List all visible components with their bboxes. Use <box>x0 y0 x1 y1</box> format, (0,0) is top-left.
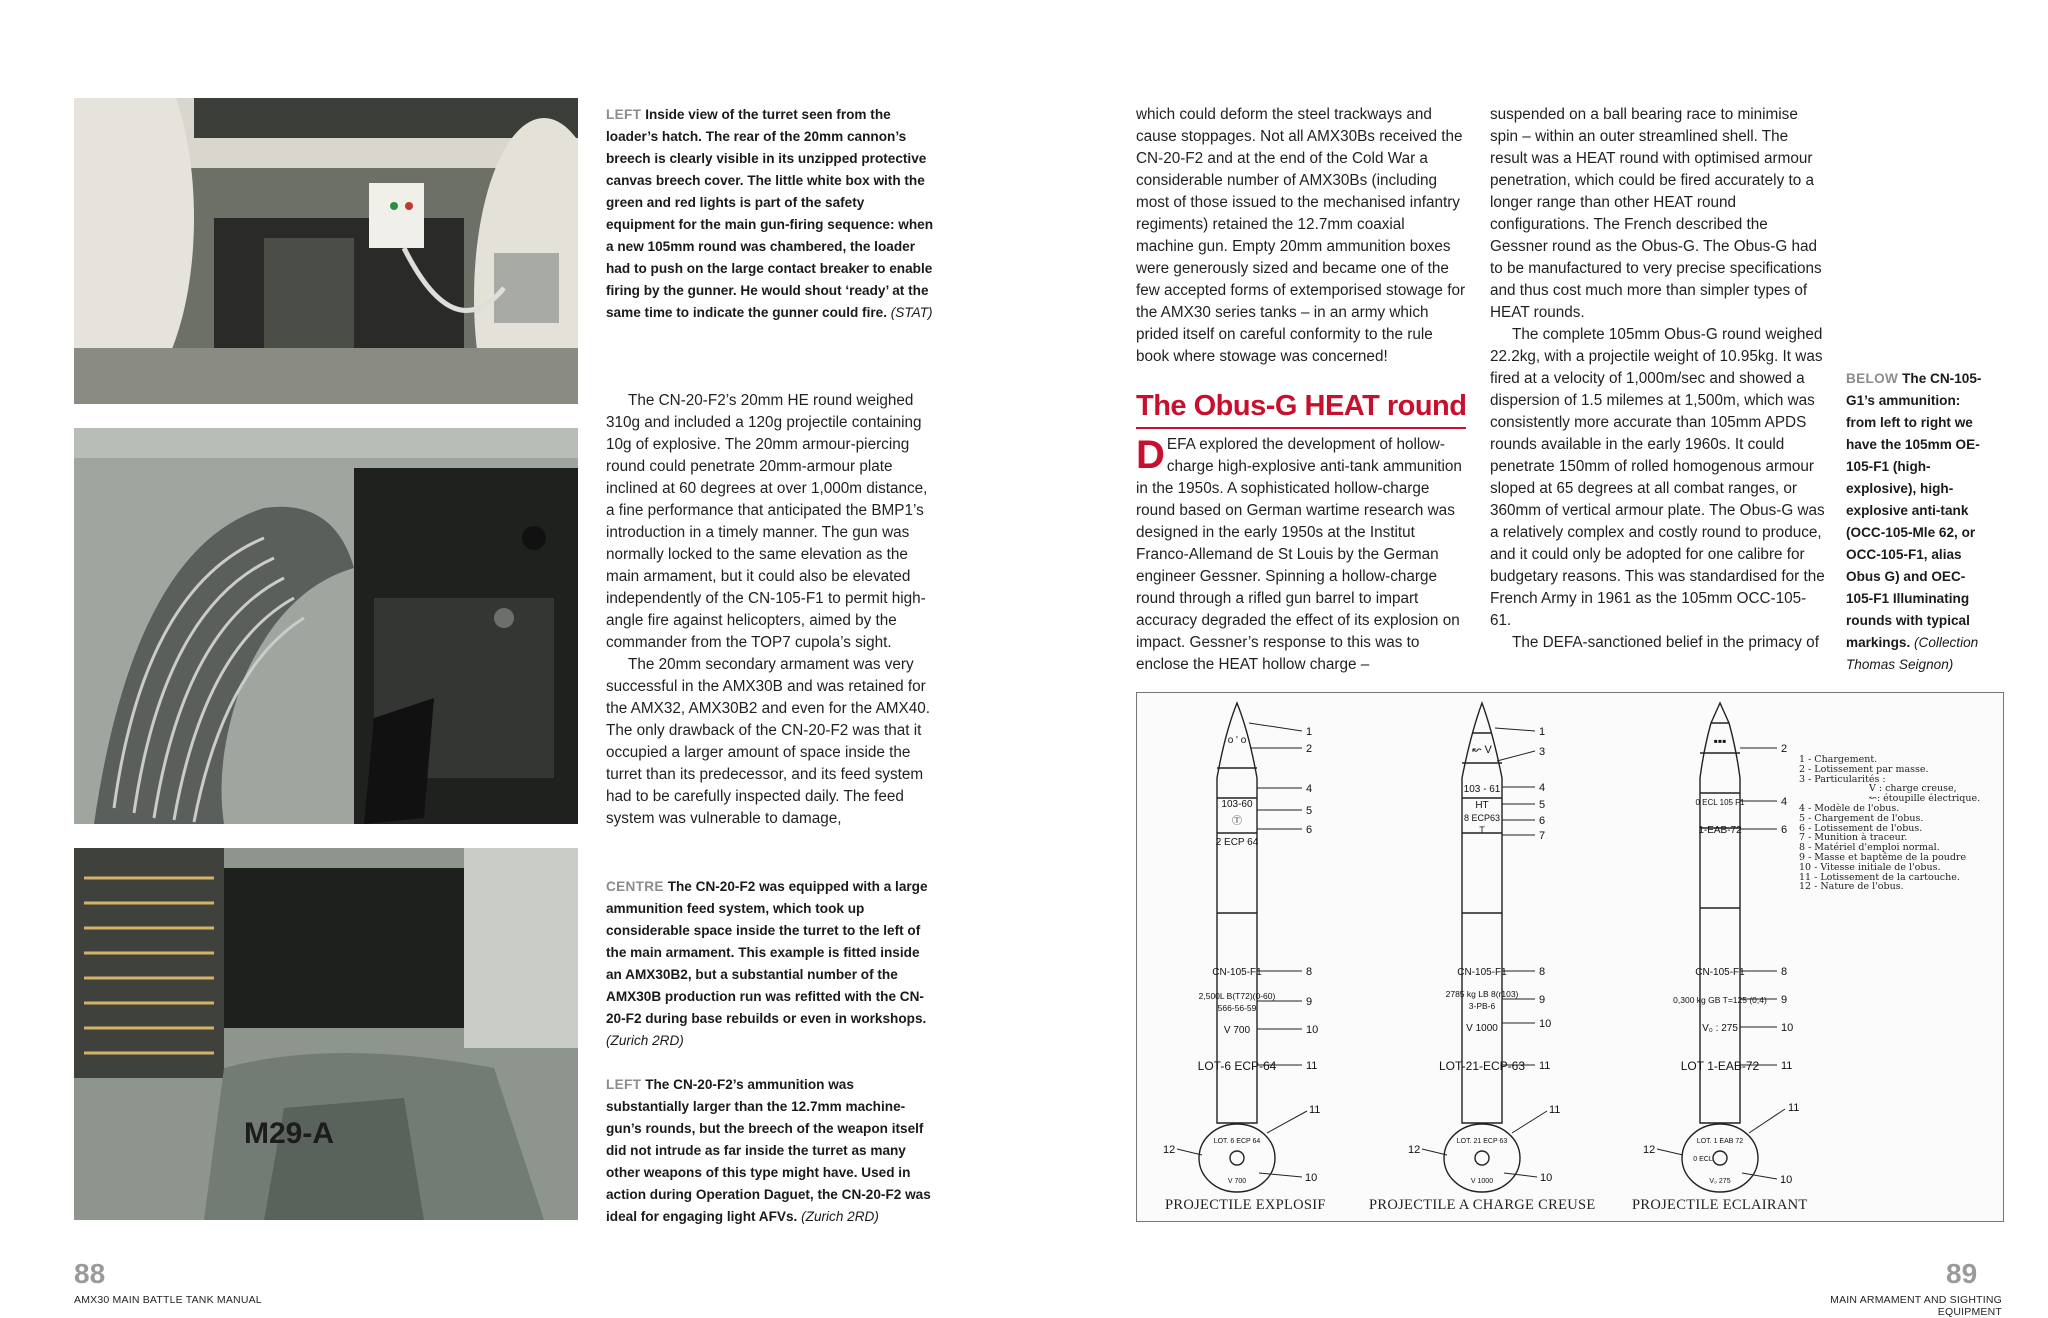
legend-item: 4 - Modèle de l'obus. <box>1799 802 1900 814</box>
callout-number: 4 <box>1306 783 1313 795</box>
shell1-velocity: V 700 <box>1223 1025 1251 1036</box>
caption-text: Inside view of the turret seen from the loader’s hatch. The rear of the 20mm cannon’s breech is clearly visible in its unzipped protective canvas breech cover. The little white box with the green and red lights is part of the safety equipment for the main gun-firing sequence: when a new 105mm round was chambered, the loader had to push on the large contact breaker to enable firing by the gunner. He would shout ‘ready’ at the same time to indicate the gunner could fire. <box>606 107 934 320</box>
body-column-left <box>606 390 936 830</box>
caption-credit: (Zurich 2RD) <box>606 1033 684 1048</box>
legend-item: V : charge creuse, <box>1869 783 1957 795</box>
section-heading: The Obus-G HEAT round <box>1136 390 1467 422</box>
body-paragraph: The CN-20-F2’s 20mm HE round weighed 310g and included a 120g projectile containing 10g of explosive. The 20mm armour-piercing round could penetrate 20mm-armour plate inclined at 60 degrees at over 1,000m distance, a fine performance that anticipated the BMP1’s introduction in a timely manner. The gun was normally locked to the same elevation as the main armament, but it could also be elevated independently of the CN-105-F1 to permit high-angle fire against helicopters, aimed by the commander from the TOP7 cupola’s sight. <box>606 392 928 651</box>
callout-number: 11 <box>1309 1104 1321 1116</box>
callout-number: 9 <box>1539 994 1546 1006</box>
caption-text: The CN-20-F2’s ammunition was substantially larger than the 12.7mm machine-gun’s rounds, but the breech of the weapon itself did not intrude as far inside the turret as many other weapons of this type might have. Used in action during Operation Daguet, the CN-20-F2 was ideal for engaging light AFVs. <box>606 1077 931 1224</box>
callout-number: 7 <box>1539 830 1546 842</box>
projectile-title-explosif: PROJECTILE EXPLOSIF <box>1165 1197 1326 1213</box>
shell2-cartridge-lot: LOT-21-ECP-63 <box>1438 1059 1526 1073</box>
cn20-ammunition-photo <box>74 848 578 1220</box>
shell1-base-top: LOT. 6 ECP 64 <box>1213 1138 1261 1145</box>
shell2-powder: 2785 kg LB 8(r103) <box>1445 989 1519 999</box>
caption-label: LEFT <box>606 1077 642 1092</box>
shell3-base-mid: 0 ECL <box>1693 1156 1713 1163</box>
caption-credit: (Zurich 2RD) <box>801 1209 879 1224</box>
callout-number: 11 <box>1539 1060 1551 1072</box>
shell1-powder: 2,500L B(T72)(0-60) <box>1198 991 1276 1001</box>
callout-number: 10 <box>1540 1172 1553 1184</box>
callout-number: 2 <box>1781 743 1788 755</box>
callout-number: 10 <box>1780 1174 1793 1186</box>
callout-number: 6 <box>1781 824 1788 836</box>
callout-number: 3 <box>1539 746 1546 758</box>
callout-number: 6 <box>1306 824 1313 836</box>
drop-cap: D <box>1136 433 1165 477</box>
page-number-left: 88 <box>74 1258 106 1289</box>
turret-interior-photo <box>74 98 578 404</box>
shell3-materiel: CN-105-F1 <box>1695 967 1745 978</box>
legend-item: ↜: étoupille électrique. <box>1869 793 1981 805</box>
callout-number: 12 <box>1643 1144 1656 1156</box>
shell3-marks: ▪▪▪ <box>1713 734 1727 748</box>
body-column-right-2 <box>1490 104 1826 654</box>
caption-credit: (Collection Thomas Seignon) <box>1846 635 1979 672</box>
shell3-base-top: LOT. 1 EAB 72 <box>1696 1138 1744 1145</box>
legend-item: 7 - Munition à traceur. <box>1799 832 1908 844</box>
legend-item: 9 - Masse et baptême de la poudre <box>1799 851 1967 863</box>
callout-number: 1 <box>1306 726 1313 738</box>
callout-number: 4 <box>1781 796 1788 808</box>
caption-turret <box>606 104 936 324</box>
shell1-model: 103-60 <box>1221 799 1253 810</box>
shell2-base-bottom: V 1000 <box>1470 1178 1494 1185</box>
callout-number: 5 <box>1539 799 1546 811</box>
legend-item: 6 - Lotissement de l'obus. <box>1799 822 1923 834</box>
callout-number: 6 <box>1539 815 1546 827</box>
heading-rule <box>1136 427 1466 429</box>
caption-feed-system <box>606 876 936 1052</box>
shell3-model: 0 ECL 105 F1 <box>1695 798 1745 807</box>
shell1-cartridge-lot: LOT-6 ECP-64 <box>1197 1059 1277 1073</box>
shell3-velocity: V₀ : 275 <box>1702 1023 1738 1034</box>
body-paragraph: which could deform the steel trackways and cause stoppages. Not all AMX30Bs received the CN-20-F2 and at the end of the Cold War a considerable number of AMX30Bs (including most of those issued to the mechanised infantry regiments) retained the 12.7mm coaxial machine gun. Empty 20mm ammunition boxes were generously sized and became one of the few accepted forms of extemporised stowage for the AMX30 series tanks – in an army which prided itself on careful conformity to the rule book where stowage was concerned! <box>1136 106 1466 365</box>
caption-ammunition <box>606 1074 936 1228</box>
shell2-lot: 8 ECP63 <box>1463 813 1501 823</box>
ammunition-diagram <box>1136 692 2004 1222</box>
body-paragraph: The DEFA-sanctioned belief in the primacy of <box>1512 634 1819 651</box>
shell1-marks: o ' o <box>1227 735 1247 746</box>
callout-number: 4 <box>1539 782 1546 794</box>
legend-item: 5 - Chargement de l'obus. <box>1799 812 1924 824</box>
caption-label: CENTRE <box>606 879 664 894</box>
body-column-right-1 <box>1136 104 1466 368</box>
ammunition-feed-photo <box>74 428 578 824</box>
page-number-right: 89 <box>1946 1258 1978 1289</box>
shell3-base-bottom: V₀ 275 <box>1709 1178 1731 1185</box>
callout-number: 10 <box>1305 1172 1318 1184</box>
shell1-powder2: 566-56-59 <box>1217 1003 1257 1013</box>
shell3-cartridge-lot: LOT 1-EAB-72 <box>1680 1059 1760 1073</box>
callout-number: 12 <box>1163 1144 1176 1156</box>
legend-item: 2 - Lotissement par masse. <box>1799 763 1929 775</box>
caption-ammunition-diagram <box>1846 368 1986 676</box>
shell2-tracer: T <box>1479 825 1485 835</box>
photo-stencil-text: M29-A <box>244 1117 335 1150</box>
callout-number: 11 <box>1549 1104 1561 1116</box>
callout-number: 5 <box>1306 805 1313 817</box>
body-column-right-1b <box>1136 434 1466 676</box>
callout-number: 8 <box>1781 966 1788 978</box>
shell2-mark: ↜ V <box>1472 744 1492 756</box>
callout-number: 8 <box>1539 966 1546 978</box>
legend-item: 11 - Lotissement de la cartouche. <box>1799 871 1960 883</box>
shell2-velocity: V 1000 <box>1466 1023 1498 1034</box>
callout-number: 9 <box>1306 996 1313 1008</box>
callout-number: 11 <box>1788 1102 1800 1114</box>
callout-number: 10 <box>1781 1022 1794 1034</box>
legend-item: 3 - Particularités : <box>1799 773 1886 785</box>
callout-number: 2 <box>1306 743 1313 755</box>
shell1-base-bottom: V 700 <box>1227 1178 1247 1185</box>
legend-item: 1 - Chargement. <box>1799 754 1878 765</box>
projectile-title-charge-creuse: PROJECTILE A CHARGE CREUSE <box>1369 1197 1596 1213</box>
diagram-legend <box>1799 755 1980 892</box>
callout-number: 10 <box>1306 1024 1319 1036</box>
running-head-right: MAIN ARMAMENT AND SIGHTING EQUIPMENT <box>1830 1294 2002 1318</box>
legend-item: 12 - Nature de l'obus. <box>1799 881 1904 893</box>
callout-number: 9 <box>1781 994 1788 1006</box>
shell2-base-top: LOT. 21 ECP 63 <box>1456 1138 1508 1145</box>
shell1-materiel: CN-105-F1 <box>1212 967 1262 978</box>
callout-number: 8 <box>1306 966 1313 978</box>
callout-number: 1 <box>1539 726 1546 738</box>
body-paragraph: The complete 105mm Obus-G round weighed 22.2kg, with a projectile weight of 10.95kg. It was fired at a velocity of 1,000m/sec and showed a dispersion of 1.5 milemes at 1,500m, which was consistently more accurate than 105mm APDS rounds available in the early 1960s. It could penetrate 150mm of rolled homogenous armour sloped at 65 degrees at all combat ranges, or 360mm of vertical armour plate. The Obus-G was a relatively complex and costly round to produce, and it could only be adopted for one calibre for budgetary reasons. This was standardised for the French Army in 1961 as the 105mm OCC-105-61. <box>1490 326 1825 629</box>
legend-item: 10 - Vitesse initiale de l'obus. <box>1799 861 1941 873</box>
shell3-load: 1-EAB-72 <box>1698 825 1742 836</box>
body-paragraph: EFA explored the development of hollow-charge high-explosive anti-tank ammunition in the 1950s. A sophisticated hollow-charge round based on German wartime research was designed in the early 1950s at the Institut Franco-Allemand de St Louis by the German engineer Gessner. Spinning a hollow-charge round through a rifled gun barrel to impart accuracy degraded the effect of its explosion on impact. Gessner’s response to this was to enclose the HEAT hollow charge – <box>1136 436 1462 673</box>
shell2-materiel: CN-105-F1 <box>1457 967 1507 978</box>
shell2-powder2: 3-PB-6 <box>1468 1001 1496 1011</box>
shell1-lot: 2 ECP 64 <box>1215 837 1259 848</box>
callout-number: 11 <box>1781 1060 1793 1072</box>
shell3-powder: 0,300 kg GB T=125 (0,4) <box>1673 995 1767 1005</box>
shell1-load: Ⓣ <box>1232 816 1242 827</box>
caption-text: The CN-105-G1’s ammunition: from left to right we have the 105mm OE-105-F1 (high-explosive), high-explosive anti-tank (OCC-105-Mle 62, or OCC-105-F1, alias Obus G) and OEC-105-F1 Illuminating rounds with typical markings. <box>1846 371 1982 650</box>
caption-text: The CN-20-F2 was equipped with a large ammunition feed system, which took up considerable space inside the turret to the left of the main armament. This example is fitted inside an AMX30B2, but a substantial number of the AMX30B production run was refitted with the CN-20-F2 during base rebuilds or even in workshops. <box>606 879 928 1026</box>
projectile-title-eclairant: PROJECTILE ECLAIRANT <box>1632 1197 1808 1213</box>
shell2-load: HT <box>1475 800 1489 811</box>
body-paragraph: suspended on a ball bearing race to minimise spin – within an outer streamlined shell. The result was a HEAT round with optimised armour penetration, which could be fired accurately to a longer range than other HEAT round configurations. The French described the Gessner round as the Obus-G. The Obus-G had to be manufactured to very precise specifications and thus cost much more than simpler types of HEAT rounds. <box>1490 106 1822 321</box>
callout-number: 10 <box>1539 1018 1552 1030</box>
caption-label: BELOW <box>1846 371 1899 386</box>
callout-number: 11 <box>1306 1060 1318 1072</box>
body-paragraph: The 20mm secondary armament was very successful in the AMX30B and was retained for the AMX32, AMX30B2 and even for the AMX40. The only drawback of the CN-20-F2 was that it occupied a larger amount of space inside the turret than its predecessor, and its feed system had to be carefully inspected daily. The feed system was vulnerable to damage, <box>606 656 930 827</box>
callout-number: 12 <box>1408 1144 1421 1156</box>
caption-credit: (STAT) <box>890 305 933 320</box>
running-head-left: AMX30 MAIN BATTLE TANK MANUAL <box>74 1294 262 1306</box>
shell2-model: 103 - 61 <box>1463 784 1501 795</box>
legend-item: 8 - Matériel d'emploi normal. <box>1799 842 1940 854</box>
caption-label: LEFT <box>606 107 642 122</box>
